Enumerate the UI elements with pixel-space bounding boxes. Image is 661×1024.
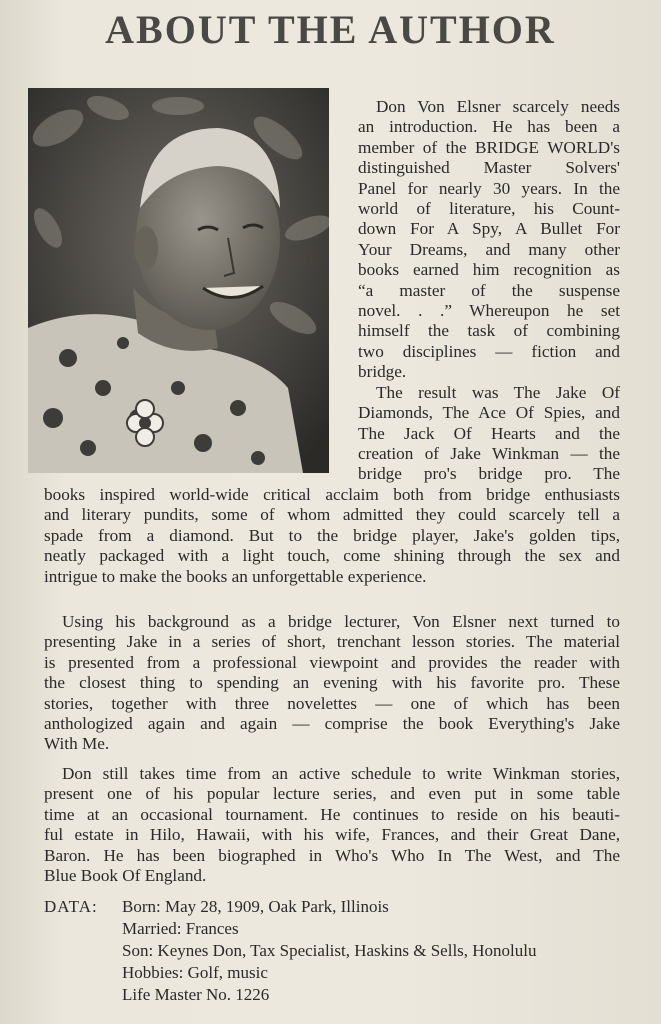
text-line: Using his background as a bridge lecturer, Von Elsner next turned to [62, 612, 620, 631]
text-line: books earned him recognition as [358, 260, 620, 280]
text-line: Blue Book Of England. [44, 866, 207, 886]
data-list [122, 896, 652, 1006]
text-line: With Me. [44, 734, 110, 754]
data-item-married: Married: Frances [122, 919, 239, 938]
text-line: is presented from a professional viewpoint and provides the reader with [44, 652, 620, 672]
data-item-son: Son: Keynes Don, Tax Specialist, Haskins & Sells, Honolulu [122, 941, 537, 960]
text-line: The result was The Jake Of [376, 382, 620, 402]
paragraph-lessons [44, 612, 620, 755]
paragraph-acclaim [44, 485, 620, 587]
author-photo [28, 88, 329, 473]
text-line: world of literature, his Count- [358, 199, 620, 219]
text-line: Don still takes time from an active schedule to write Winkman stories, [62, 764, 620, 783]
text-line: bridge. [358, 362, 407, 382]
text-line: present one of his popular lecture series, and even put in some table [44, 784, 620, 804]
text-line: distinguished Master Solvers' [358, 158, 620, 178]
data-label: DATA: [44, 897, 98, 916]
data-item-life-master: Life Master No. 1226 [122, 985, 270, 1004]
text-line: Your Dreams, and many other [358, 239, 620, 259]
data-item-hobbies: Hobbies: Golf, music [122, 963, 268, 982]
text-line: The Jack Of Hearts and the [358, 423, 620, 443]
text-line: the closest thing to spending an evening with his favorite pro. These [44, 673, 620, 693]
text-line: presenting Jake in a series of short, trenchant lesson stories. The material [44, 632, 620, 652]
paragraph-current [44, 764, 620, 886]
text-line: ful estate in Hilo, Hawaii, with his wife, Frances, and their Great Dane, [44, 825, 620, 845]
text-line: two disciplines — fiction and [358, 341, 620, 361]
text-line: down For A Spy, A Bullet For [358, 219, 620, 239]
text-line: neatly packaged with a light touch, come shining through the sex and [44, 546, 620, 566]
text-line: Panel for nearly 30 years. In the [358, 178, 620, 198]
text-line: books inspired world-wide critical acclaim both from bridge enthusiasts [44, 485, 620, 504]
text-line: novel. . .” Whereupon he set [358, 301, 620, 321]
text-line: Don Von Elsner scarcely needs [376, 97, 620, 116]
text-line: himself the task of combining [358, 321, 620, 341]
text-line: member of the BRIDGE WORLD's [358, 137, 620, 157]
text-line: bridge pro's bridge pro. The [358, 464, 620, 484]
text-line: Baron. He has been biographed in Who's Who In The West, and The [44, 845, 620, 865]
text-line: intrigue to make the books an unforgettable experience. [44, 566, 427, 586]
author-portrait-image [28, 88, 329, 473]
text-line: and literary pundits, some of whom admitted they could scarcely tell a [44, 505, 620, 525]
text-line: time at an occasional tournament. He continues to reside on his beauti- [44, 804, 620, 824]
text-line: stories, together with three novelettes — one of which has been [44, 693, 620, 713]
text-line: spade from a diamond. But to the bridge player, Jake's golden tips, [44, 525, 620, 545]
text-line: an introduction. He has been a [358, 117, 620, 137]
data-item-born: Born: May 28, 1909, Oak Park, Illinois [122, 897, 389, 916]
text-line: creation of Jake Winkman — the [358, 443, 620, 463]
page-title: ABOUT THE AUTHOR [105, 7, 556, 52]
text-line: Diamonds, The Ace Of Spies, and [358, 403, 620, 423]
intro-column-text [358, 97, 620, 485]
text-line: anthologized again and again — comprise the book Everything's Jake [44, 714, 620, 734]
text-line: “a master of the suspense [358, 280, 620, 300]
